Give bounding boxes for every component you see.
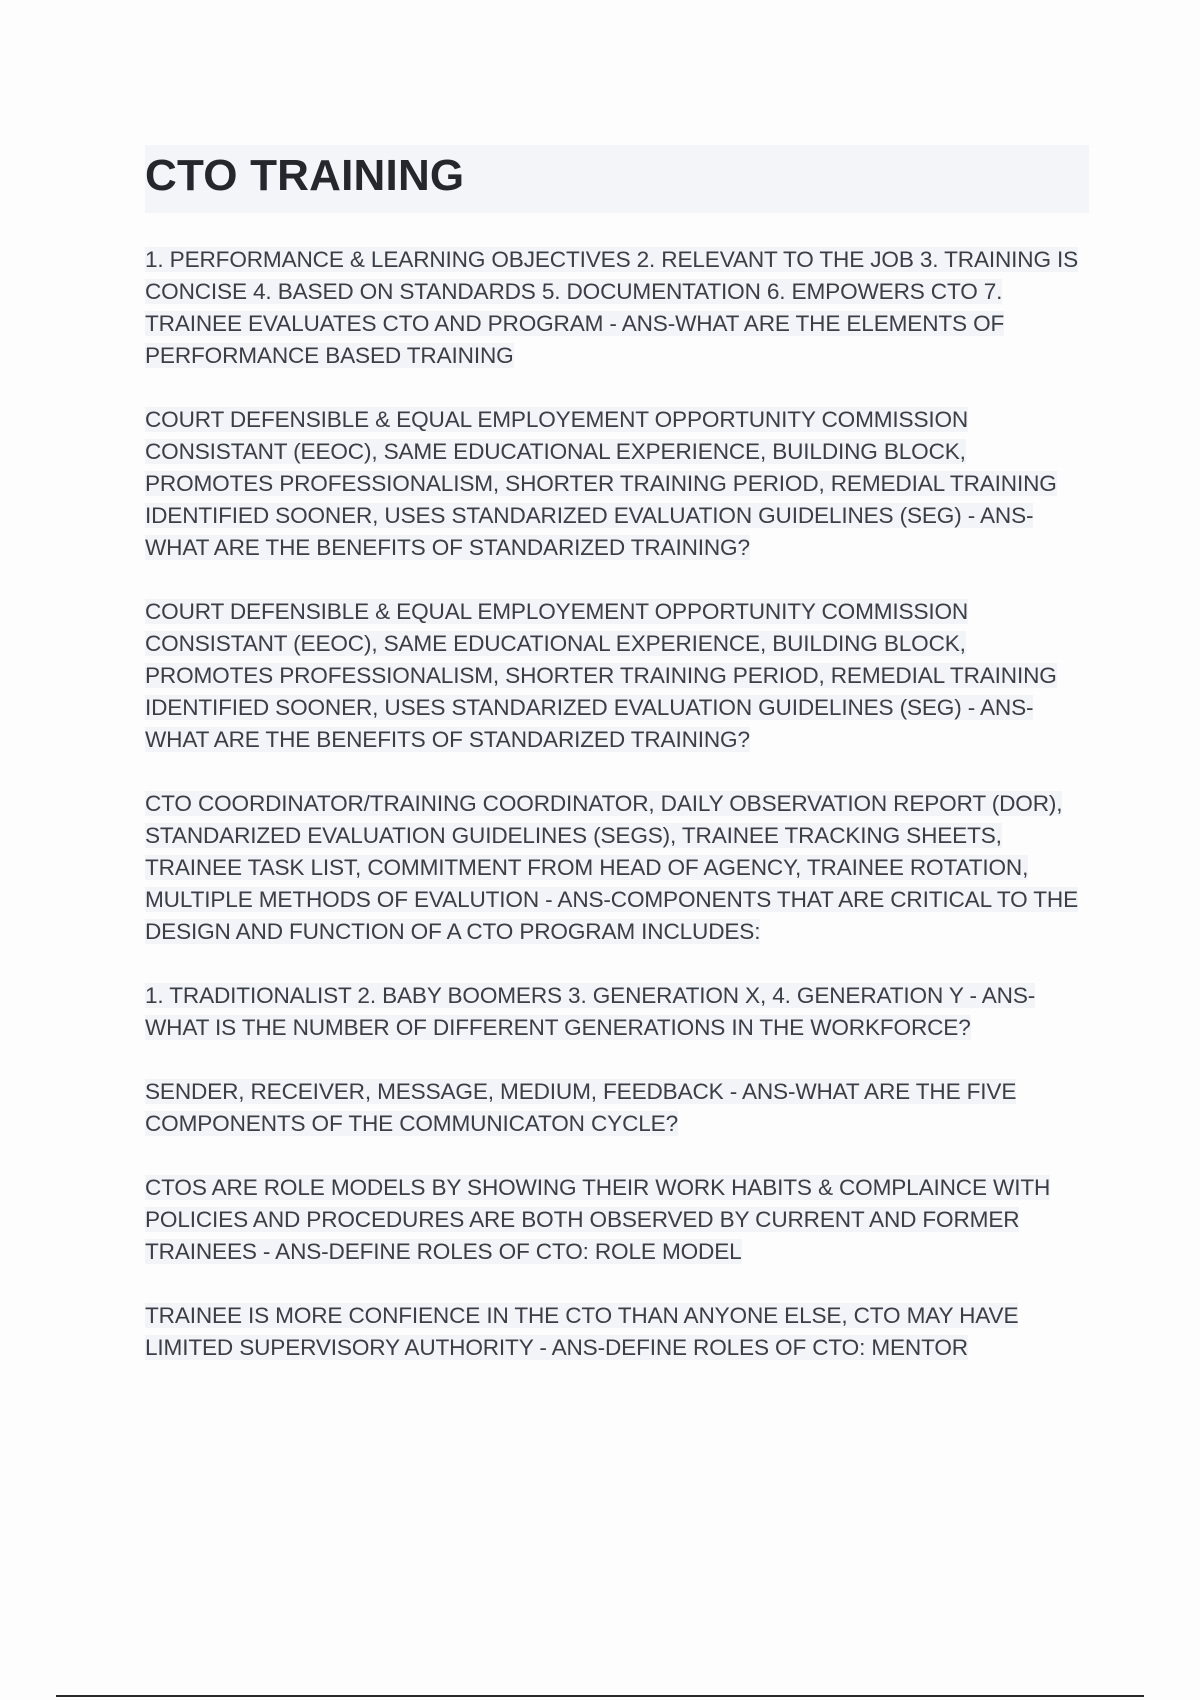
qa-entry	[145, 1076, 1089, 1140]
qa-entry	[145, 788, 1089, 948]
qa-entry	[145, 596, 1089, 756]
qa-entry-text: 1. PERFORMANCE & LEARNING OBJECTIVES 2. RELEVANT TO THE JOB 3. TRAINING IS CONCISE 4. BASED ON STANDARDS 5. DOCUMENTATION 6. EMPOWERS CTO 7. TRAINEE EVALUATES CTO AND PROGRAM - ANS-WHAT ARE THE ELEMENTS OF PERFORMANCE BASED TRAINING	[145, 247, 1079, 368]
qa-entry-text: 1. TRADITIONALIST 2. BABY BOOMERS 3. GENERATION X, 4. GENERATION Y - ANS-WHAT IS THE NUMBER OF DIFFERENT GENERATIONS IN THE WORKFORCE?	[145, 983, 1036, 1040]
qa-list	[145, 244, 1089, 1396]
qa-entry-text: CTO COORDINATOR/TRAINING COORDINATOR, DAILY OBSERVATION REPORT (DOR), STANDARIZED EVALUATION GUIDELINES (SEGS), TRAINEE TRACKING SHEETS, TRAINEE TASK LIST, COMMITMENT FROM HEAD OF AGENCY, TRAINEE ROTATION, MULTIPLE METHODS OF EVALUTION - ANS-COMPONENTS THAT ARE CRITICAL TO THE DESIGN AND FUNCTION OF A CTO PROGRAM INCLUDES:	[145, 791, 1078, 944]
qa-entry	[145, 1300, 1089, 1364]
qa-entry-text: COURT DEFENSIBLE & EQUAL EMPLOYEMENT OPPORTUNITY COMMISSION CONSISTANT (EEOC), SAME EDUCATIONAL EXPERIENCE, BUILDING BLOCK, PROMOTES PROFESSIONALISM, SHORTER TRAINING PERIOD, REMEDIAL TRAINING IDENTIFIED SOONER, USES STANDARIZED EVALUATION GUIDELINES (SEG) - ANS-WHAT ARE THE BENEFITS OF STANDARIZED TRAINING?	[145, 407, 1057, 560]
qa-entry-text: SENDER, RECEIVER, MESSAGE, MEDIUM, FEEDBACK - ANS-WHAT ARE THE FIVE COMPONENTS OF THE COMMUNICATON CYCLE?	[145, 1079, 1017, 1136]
qa-entry-text: CTOS ARE ROLE MODELS BY SHOWING THEIR WORK HABITS & COMPLAINCE WITH POLICIES AND PROCEDURES ARE BOTH OBSERVED BY CURRENT AND FORMER TRAINEES - ANS-DEFINE ROLES OF CTO: ROLE MODEL	[145, 1175, 1051, 1264]
page-title: CTO TRAINING	[145, 151, 465, 200]
qa-entry-text: TRAINEE IS MORE CONFIENCE IN THE CTO THAN ANYONE ELSE, CTO MAY HAVE LIMITED SUPERVISORY AUTHORITY - ANS-DEFINE ROLES OF CTO: MENTOR	[145, 1303, 1019, 1360]
qa-entry	[145, 1172, 1089, 1268]
qa-entry-text: COURT DEFENSIBLE & EQUAL EMPLOYEMENT OPPORTUNITY COMMISSION CONSISTANT (EEOC), SAME EDUCATIONAL EXPERIENCE, BUILDING BLOCK, PROMOTES PROFESSIONALISM, SHORTER TRAINING PERIOD, REMEDIAL TRAINING IDENTIFIED SOONER, USES STANDARIZED EVALUATION GUIDELINES (SEG) - ANS-WHAT ARE THE BENEFITS OF STANDARIZED TRAINING?	[145, 599, 1057, 752]
qa-entry	[145, 244, 1089, 372]
qa-entry	[145, 404, 1089, 564]
title-block	[145, 145, 1089, 213]
qa-entry	[145, 980, 1089, 1044]
footer-divider	[56, 1695, 1144, 1697]
